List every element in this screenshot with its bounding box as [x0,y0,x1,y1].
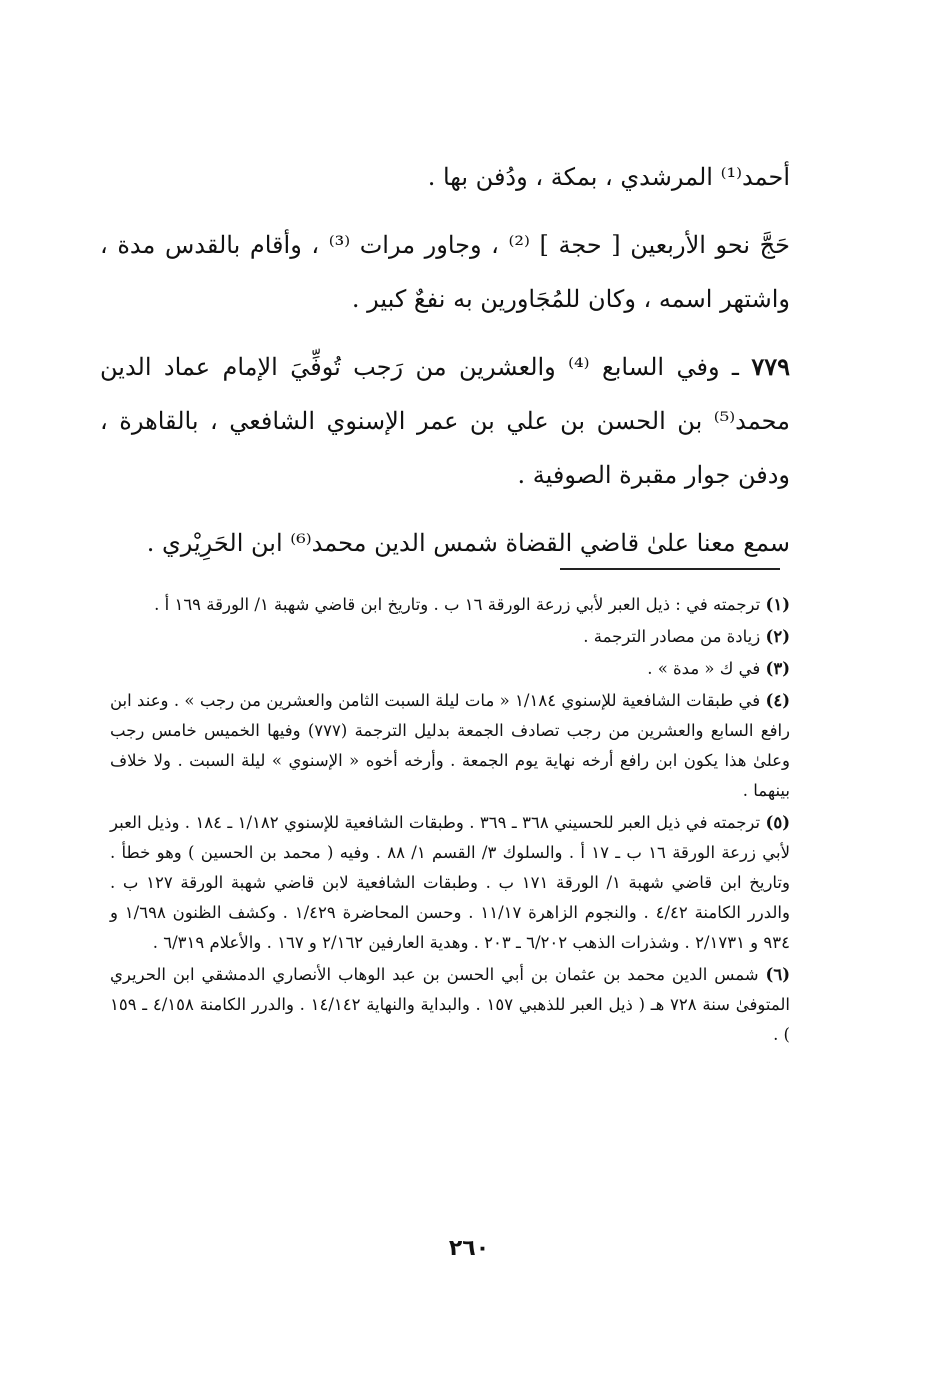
footnote [110,622,790,652]
footnote [110,590,790,620]
entry-text: ـ وفي السابع ⁽⁴⁾ والعشرين من رَجب تُوفِّيَ الإمام عماد الدين محمد⁽⁵⁾ بن الحسن بن علي بن عمر الإسنوي الشافعي ، بالقاهرة ، ودفن جوار مقبرة الصوفية . [100,353,790,489]
footnote-number: (٣) [765,659,790,678]
footnote-number: (٥) [765,813,791,832]
footnote-text: ترجمته في ذيل العبر للحسيني ٣٦٨ ـ ٣٦٩ . وطبقات الشافعية للإسنوي ١/١٨٢ ـ ١٨٤ . وذيل العبر لأبي زرعة الورقة ١٦ ب ـ ١٧ أ . والسلوك ٣/ القسم ١/ ٨٨ . وفيه ( محمد بن الحسين ) وهو خطأ . وتاريخ ابن قاضي شهبة ١/ الورقة ١٧١ ب . وطبقات الشافعية لابن قاضي شهبة الورقة ١٢٧ ب . والدرر الكامنة ٤/٤٢ . والنجوم الزاهرة ١١/١٧ . وحسن المحاضرة ١/٤٢٩ . وكشف الظنون ١/٦٩٨ و ٩٣٤ و ٢/١٧٣١ . وشذرات الذهب ٦/٢٠٢ ـ ٢٠٣ . وهدية العارفين ٢/١٦٢ و ١٦٧ . والأعلام ٦/٣١٩ . [110,813,790,952]
entry-2: حَجَّ نحو الأربعين [ حجة ] ⁽²⁾ ، وجاور مرات ⁽³⁾ ، وأقام بالقدس مدة ، واشتهر اسمه ، وكان للمُجَاورين به نفعٌ كبير . [100,231,790,313]
entry-1: أحمد⁽¹⁾ المرشدي ، بمكة ، ودُفن بها . [427,163,790,191]
footnote [110,960,790,1050]
page-number: ٢٦٠ [448,1236,490,1261]
footnote-text: ترجمته في : ذيل العبر لأبي زرعة الورقة ١٦ ب . وتاريخ ابن قاضي شهبة ١/ الورقة ١٦٩ أ . [154,595,761,614]
main-text [100,150,790,570]
footnote-separator [560,568,780,570]
footnote [110,654,790,684]
footnote-number: (٦) [765,965,790,984]
footnote-text: في ك « مدة » . [647,659,761,678]
entry-779 [100,340,790,502]
footnote-text: شمس الدين محمد بن عثمان بن أبي الحسن بن عبد الوهاب الأنصاري الدمشقي ابن الحريري المتوفىٰ سنة ٧٢٨ هـ ( ذيل العبر للذهبي ١٥٧ . والبداية والنهاية ١٤/١٤٢ . والدرر الكامنة ٤/١٥٨ ـ ١٥٩ ) . [110,965,791,1044]
footnote-number: (٤) [765,691,790,710]
footnote-text: زيادة من مصادر الترجمة . [583,627,761,646]
footnote-number: (١) [765,595,790,614]
entry-3: سمع معنا علىٰ قاضي القضاة شمس الدين محمد⁽⁶⁾ ابن الحَرِيْري . [146,529,790,557]
footnote-text: في طبقات الشافعية للإسنوي ١/١٨٤ « مات ليلة السبت الثامن والعشرين من رجب » . وعند ابن رافع السابع والعشرين من رجب تصادف الجمعة بدليل الترجمة (٧٧٧) وفيها الخميس خامس رجب وعلىٰ هذا يكون ابن رافع أرخه نهاية يوم الجمعة . وأرخه أخوه « الإسنوي » ليلة السبت . ولا خلاف بينهما . [110,691,791,800]
footnote [110,686,790,806]
footnote [110,808,790,958]
footnote-number: (٢) [765,627,790,646]
entry-number: ٧٧٩ [751,352,790,381]
footnotes [110,590,790,1052]
